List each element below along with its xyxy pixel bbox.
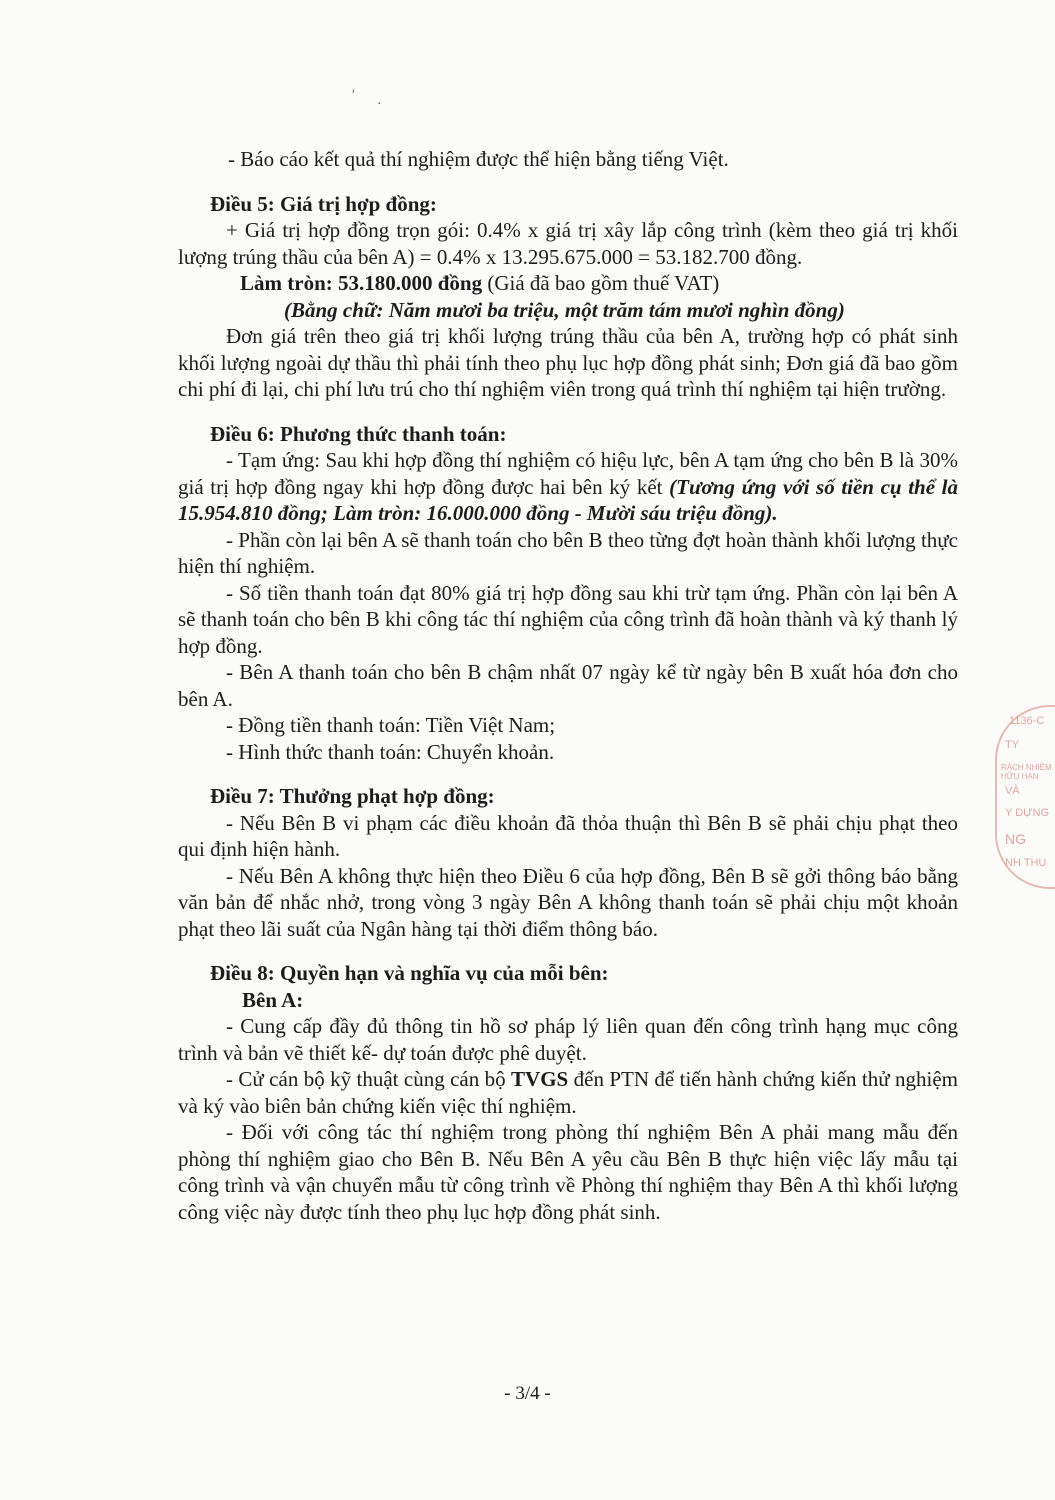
party-a-item-2 [178,1066,958,1119]
vat-note: (Giá đã bao gồm thuế VAT) [482,271,720,295]
seal-text: NG [1005,831,1026,847]
seal-text: VÀ [1005,785,1020,797]
page-number: - 3/4 - [504,1383,551,1404]
seal-text: Y DỰNG [1005,807,1050,819]
seal-text: NH THU [1005,857,1047,869]
party-a-item-3: - Đối với công tác thí nghiệm trong phòng thí nghiệm Bên A phải mang mẫu đến phòng thí nghiệm giao cho Bên B. Nếu Bên A yêu cầu Bên B thực hiện việc lấy mẫu tại công trình và vận chuyển mẫu từ công trình về Phòng thí nghiệm thay Bên A thì khối lượng công việc này được tính theo phụ lục hợp đồng phát sinh. [178,1120,958,1224]
party-a-violation: - Nếu Bên A không thực hiện theo Điều 6 của hợp đồng, Bên B sẽ gởi thông báo bằng văn bản để nhắc nhở, trong vòng 3 ngày Bên A không thanh toán sẽ phải chịu một khoản phạt theo lãi suất của Ngân hàng tại thời điểm thông báo. [178,863,958,941]
company-seal [995,705,1055,895]
item2-text-end: đến PTN để tiến hành chứng kiến thử nghiệm và ký vào biên bản chứng kiến việc thí nghiệm. [178,1067,958,1118]
tvgs-term: TVGS [511,1067,569,1091]
article7-heading: Điều 7: Thưởng phạt hợp đồng: [210,784,495,808]
rounded-amount: Làm tròn: 53.180.000 đồng [240,271,483,295]
party-a-label: Bên A: [242,987,304,1012]
advance-payment [178,447,958,527]
unit-price-note: Đơn giá trên theo giá trị khối lượng trúng thầu của bên A, trường hợp có phát sinh khối lượng ngoài dự thầu thì phải tính theo phụ lục hợp đồng phát sinh; Đơn giá đã bao gồm chi phí đi lại, chi phí lưu trú cho thí nghiệm viên trong quá trình thí nghiệm tại hiện trường. [178,324,958,401]
party-a-item-1: - Cung cấp đầy đủ thông tin hồ sơ pháp lý liên quan đến công trình hạng mục công trình và bản vẽ thiết kế- dự toán được phê duyệt. [178,1014,958,1065]
remaining-payment: - Phần còn lại bên A sẽ thanh toán cho bên B theo từng đợt hoàn thành khối lượng thực hiện thí nghiệm. [178,527,958,578]
article5-heading: Điều 5: Giá trị hợp đồng: [210,191,437,216]
payment-method: - Hình thức thanh toán: Chuyển khoản. [226,739,555,764]
payment-80-percent: - Số tiền thanh toán đạt 80% giá trị hợp đồng sau khi trừ tạm ứng. Phần còn lại bên A sẽ thanh toán cho bên B khi công tác thí nghiệm của công trình đã hoàn thành và ký thanh lý hợp đồng. [178,580,958,658]
scan-speck: ′ [352,88,356,103]
article6-heading: Điều 6: Phương thức thanh toán: [210,421,507,446]
seal-text: 1136-C [1009,715,1045,727]
seal-text: RÁCH NHIỆM HỮU HẠN [1001,763,1052,781]
article5-rounded [240,270,958,297]
payment-currency: - Đồng tiền thanh toán: Tiền Việt Nam; [226,713,556,737]
scan-speck: · [377,97,382,112]
article8-heading: Điều 8: Quyền hạn và nghĩa vụ của mỗi bên: [210,961,609,985]
amount-in-words: (Bằng chữ: Năm mươi ba triệu, một trăm tám mươi nghìn đồng) [284,297,845,322]
document-body [178,146,958,1225]
payment-deadline: - Bên A thanh toán cho bên B chậm nhất 07 ngày kể từ ngày bên B xuất hóa đơn cho bên A. [178,660,958,711]
advance-text: - Tạm ứng: Sau khi hợp đồng thí nghiệm có hiệu lực, bên A tạm ứng cho bên B là 30% giá trị hợp đồng ngay khi hợp đồng được hai bên ký kết [178,448,958,499]
seal-text: TY [1005,739,1020,751]
article5-value-line: + Giá trị hợp đồng trọn gói: 0.4% x giá trị xây lắp công trình (kèm theo giá trị khối lượng trúng thầu của bên A) = 0.4% x 13.295.675.000 = 53.182.700 đồng. [178,218,958,269]
item2-text: - Cử cán bộ kỹ thuật cùng cán bộ [226,1067,512,1091]
advance-amount: (Tương ứng với số tiền cụ thể là 15.954.810 đồng; Làm tròn: 16.000.000 đồng - Mười sáu triệu đồng). [178,474,959,525]
intro-line: - Báo cáo kết quả thí nghiệm được thể hiện bằng tiếng Việt. [228,147,729,171]
party-b-violation: - Nếu Bên B vi phạm các điều khoản đã thỏa thuận thì Bên B sẽ phải chịu phạt theo qui định hiện hành. [178,810,958,861]
